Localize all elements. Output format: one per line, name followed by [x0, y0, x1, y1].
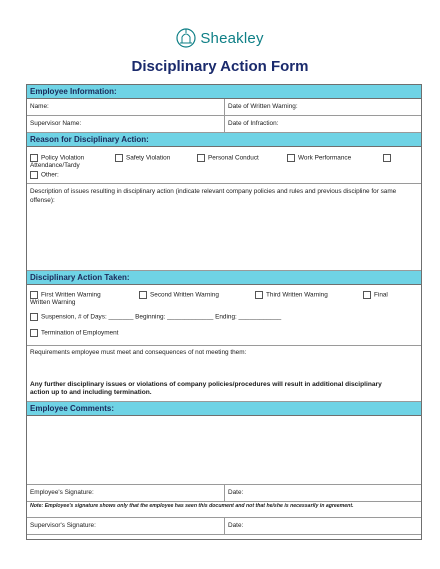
option-label: Policy Violation — [41, 154, 85, 162]
employee-signature-field[interactable]: Employee's Signature: — [27, 485, 225, 501]
policy-violation-option[interactable] — [30, 154, 84, 162]
checkbox[interactable] — [115, 154, 123, 162]
checkbox[interactable] — [30, 171, 38, 179]
action-options — [27, 285, 421, 346]
supervisor-name-field[interactable]: Supervisor Name: — [27, 116, 225, 132]
option-label: First Written Warning — [41, 291, 101, 299]
checkbox[interactable] — [30, 313, 38, 321]
page-title: Disciplinary Action Form — [131, 58, 309, 75]
requirements-label: Requirements employee must meet and consequences of not meeting them: — [30, 349, 247, 356]
checkbox[interactable] — [30, 291, 38, 299]
third-warning-option[interactable] — [255, 291, 328, 299]
company-logo — [0, 25, 440, 51]
final-warning-option[interactable] — [363, 291, 388, 299]
comments-field[interactable] — [27, 416, 421, 485]
checkbox[interactable] — [255, 291, 263, 299]
requirements-field[interactable] — [27, 346, 421, 402]
other-option[interactable] — [30, 171, 59, 179]
checkbox[interactable] — [363, 291, 371, 299]
section-header-comments: Employee Comments: — [27, 402, 421, 416]
attendance-option[interactable] — [383, 154, 394, 162]
second-warning-option[interactable] — [139, 291, 219, 299]
option-label: Other: — [41, 171, 59, 179]
checkbox[interactable] — [287, 154, 295, 162]
form-footer-spacer — [27, 535, 421, 539]
form-row — [27, 518, 421, 535]
attendance-label: Attendance/Tardy — [30, 162, 80, 169]
option-label: Third Written Warning — [266, 291, 328, 299]
form-row — [27, 485, 421, 502]
logo-text: Sheakley — [200, 29, 264, 47]
section-header-employee-info: Employee Information: — [27, 85, 421, 99]
supervisor-date-field[interactable]: Date: — [228, 522, 244, 529]
option-label: Personal Conduct — [208, 154, 259, 162]
final-warning-label: Written Warning — [30, 299, 76, 306]
checkbox[interactable] — [197, 154, 205, 162]
description-field[interactable] — [27, 184, 421, 271]
section-header-reason: Reason for Disciplinary Action: — [27, 133, 421, 147]
form-row — [27, 116, 421, 133]
option-label: Second Written Warning — [150, 291, 219, 299]
work-performance-option[interactable] — [287, 154, 351, 162]
building-dome-icon — [176, 26, 196, 50]
name-field[interactable]: Name: — [27, 99, 225, 115]
option-label: Suspension, # of Days: _______ Beginning: _____________ Ending: ____________ — [41, 313, 282, 321]
description-label: Description of issues resulting in disciplinary action (indicate relevant company policies and rules and previous discipline for same offense): — [30, 188, 397, 204]
reason-checkboxes — [27, 147, 421, 184]
supervisor-signature-field[interactable]: Supervisor's Signature: — [27, 518, 225, 534]
employee-date-field[interactable]: Date: — [228, 489, 244, 496]
suspension-option[interactable] — [30, 313, 281, 321]
first-warning-option[interactable] — [30, 291, 101, 299]
checkbox[interactable] — [383, 154, 391, 162]
signature-note: Note: Employee's signature shows only that the employee has seen this document and not that he/she is necessarily in agreement. — [27, 502, 421, 518]
disciplinary-form — [26, 84, 422, 540]
date-written-warning-field[interactable]: Date of Written Warning: — [228, 103, 298, 110]
checkbox[interactable] — [30, 154, 38, 162]
safety-violation-option[interactable] — [115, 154, 170, 162]
personal-conduct-option[interactable] — [197, 154, 259, 162]
option-label: Final — [374, 291, 388, 299]
termination-warning: Any further disciplinary issues or violations of company policies/procedures will result in additional disciplinary action up to and including termination. — [30, 381, 382, 396]
date-infraction-field[interactable]: Date of Infraction: — [228, 120, 279, 127]
form-row — [27, 99, 421, 116]
option-label: Work Performance — [298, 154, 352, 162]
termination-option[interactable] — [30, 329, 118, 337]
checkbox[interactable] — [30, 329, 38, 337]
option-label: Termination of Employment — [41, 329, 119, 337]
checkbox[interactable] — [139, 291, 147, 299]
option-label: Safety Violation — [126, 154, 171, 162]
section-header-action: Disciplinary Action Taken: — [27, 271, 421, 285]
